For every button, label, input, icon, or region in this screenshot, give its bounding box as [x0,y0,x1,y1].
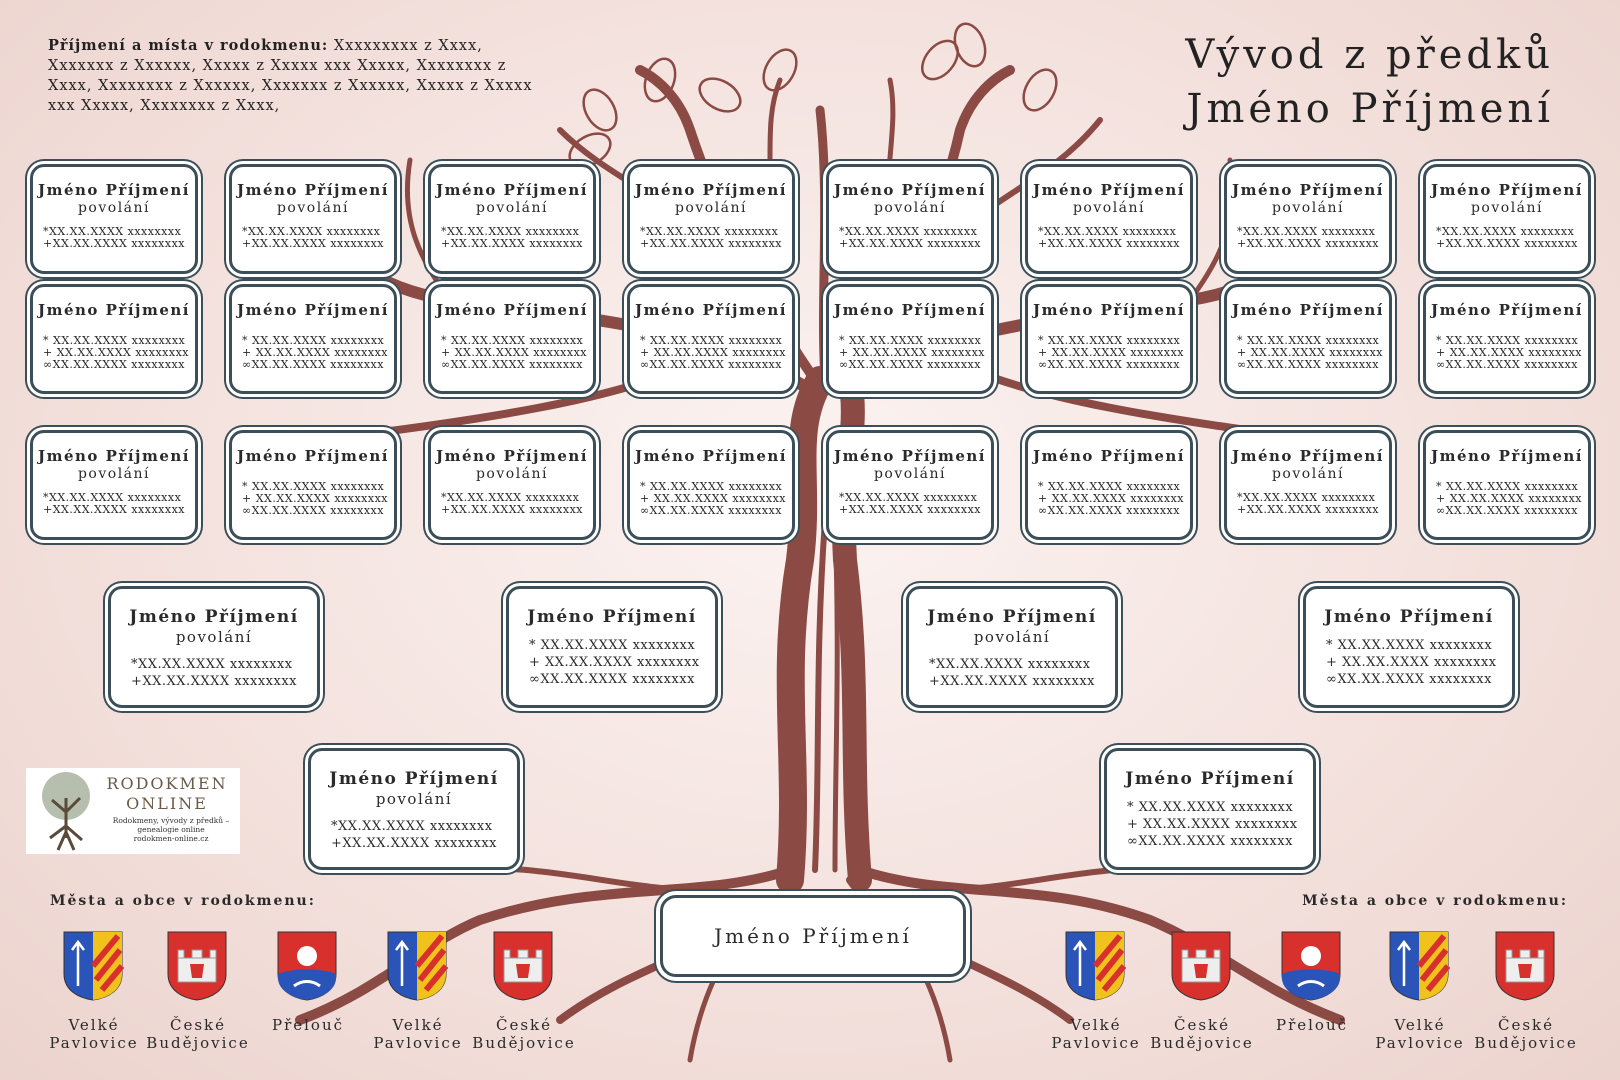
ancestor-card[interactable] [627,164,795,274]
city-name: České Budějovice [1474,1016,1578,1052]
card-death: + XX.XX.XXXX xxxxxxxx [1326,655,1497,670]
card-birth: *XX.XX.XXXX xxxxxxxx [43,491,182,504]
card-birth: *XX.XX.XXXX xxxxxxxx [1237,225,1376,238]
card-death: +XX.XX.XXXX xxxxxxxx [242,237,384,250]
title-line-1: Vývod z předků [1185,32,1554,78]
ancestor-card[interactable] [30,430,198,540]
title-line-2: Jméno Příjmení [1186,86,1554,132]
card-death: + XX.XX.XXXX xxxxxxxx [242,492,388,505]
card-death: +XX.XX.XXXX xxxxxxxx [43,237,185,250]
budejovice-coat-of-arms-icon [1170,930,1232,1002]
logo-title: RODOKMEN ONLINE [106,774,228,813]
logo-url: rodokmen-online.cz [133,834,209,843]
card-name: Jméno Příjmení [129,607,299,627]
card-name: Jméno Příjmení [436,301,588,319]
card-birth: *XX.XX.XXXX xxxxxxxx [131,657,293,672]
card-death: + XX.XX.XXXX xxxxxxxx [1038,492,1184,505]
card-birth: * XX.XX.XXXX xxxxxxxx [242,334,385,347]
ancestor-card[interactable] [826,430,994,540]
card-birth: *XX.XX.XXXX xxxxxxxx [242,225,381,238]
city-name: České Budějovice [472,1016,576,1052]
card-birth: *XX.XX.XXXX xxxxxxxx [1237,491,1376,504]
card-birth: * XX.XX.XXXX xxxxxxxx [1127,800,1294,815]
card-name: Jméno Příjmení [436,181,588,199]
cities-heading-right: Města a obce v rodokmenu: [1302,893,1568,909]
card-birth: * XX.XX.XXXX xxxxxxxx [640,480,783,493]
parent-card[interactable] [308,748,520,870]
card-birth: *XX.XX.XXXX xxxxxxxx [1038,225,1177,238]
card-marriage: ∞XX.XX.XXXX xxxxxxxx [1038,504,1180,517]
card-name: Jméno Příjmení [1324,607,1494,627]
city-name: Přelouč [271,1016,345,1034]
card-death: + XX.XX.XXXX xxxxxxxx [242,346,388,359]
card-name: Jméno Příjmení [1033,301,1185,319]
card-name: Jméno Příjmení [527,607,697,627]
logo-tagline-text: Rodokmeny, vývody z předků – genealogie online [112,816,230,834]
budejovice-coat-of-arms-icon [1494,930,1556,1002]
card-birth: * XX.XX.XXXX xxxxxxxx [441,334,584,347]
ancestor-card[interactable] [428,164,596,274]
card-marriage: ∞XX.XX.XXXX xxxxxxxx [1237,358,1379,371]
card-death: +XX.XX.XXXX xxxxxxxx [1038,237,1180,250]
card-name: Jméno Příjmení [1232,447,1384,465]
card-death: + XX.XX.XXXX xxxxxxxx [839,346,985,359]
card-occupation: povolání [77,200,151,216]
card-death: + XX.XX.XXXX xxxxxxxx [1038,346,1184,359]
card-death: + XX.XX.XXXX xxxxxxxx [1436,492,1582,505]
pavlovice-coat-of-arms-icon [1388,930,1450,1002]
card-death: +XX.XX.XXXX xxxxxxxx [441,503,583,516]
budejovice-coat-of-arms-icon [166,930,228,1002]
cities-heading-left: Města a obce v rodokmenu: [50,893,316,909]
ancestor-card[interactable] [428,284,596,394]
card-occupation: povolání [1271,200,1345,216]
card-marriage: ∞XX.XX.XXXX xxxxxxxx [1436,504,1578,517]
card-birth: *XX.XX.XXXX xxxxxxxx [929,657,1091,672]
card-name: Jméno Příjmení [1232,301,1384,319]
ancestor-card[interactable] [1025,164,1193,274]
card-death: +XX.XX.XXXX xxxxxxxx [839,503,981,516]
card-name: Jméno Příjmení [635,447,787,465]
ancestor-card[interactable] [229,164,397,274]
ancestor-card[interactable] [1423,430,1591,540]
card-name: Jméno Příjmení [635,301,787,319]
city-name: Přelouč [1275,1016,1349,1034]
card-death: +XX.XX.XXXX xxxxxxxx [43,503,185,516]
ancestor-card[interactable] [1224,164,1392,274]
ancestor-card[interactable] [1025,284,1193,394]
card-birth: *XX.XX.XXXX xxxxxxxx [640,225,779,238]
card-death: + XX.XX.XXXX xxxxxxxx [441,346,587,359]
card-name: Jméno Příjmení [237,447,389,465]
ancestor-card[interactable] [826,284,994,394]
pavlovice-coat-of-arms-icon [386,930,448,1002]
card-birth: *XX.XX.XXXX xxxxxxxx [839,491,978,504]
prelouc-coat-of-arms-icon [276,930,338,1002]
card-marriage: ∞XX.XX.XXXX xxxxxxxx [43,358,185,371]
card-death: + XX.XX.XXXX xxxxxxxx [529,655,700,670]
card-name: Jméno Příjmení [1033,447,1185,465]
pavlovice-coat-of-arms-icon [62,930,124,1002]
card-birth: * XX.XX.XXXX xxxxxxxx [1237,334,1380,347]
card-birth: * XX.XX.XXXX xxxxxxxx [640,334,783,347]
card-name: Jméno Příjmení [436,447,588,465]
page-title [1185,28,1554,136]
city-name: České Budějovice [146,1016,250,1052]
ancestor-card[interactable] [1224,430,1392,540]
card-death: + XX.XX.XXXX xxxxxxxx [640,492,786,505]
prelouc-coat-of-arms-icon [1280,930,1342,1002]
logo[interactable] [26,768,240,854]
card-birth: * XX.XX.XXXX xxxxxxxx [839,334,982,347]
card-marriage: ∞XX.XX.XXXX xxxxxxxx [1038,358,1180,371]
card-death: + XX.XX.XXXX xxxxxxxx [1127,817,1298,832]
card-birth: *XX.XX.XXXX xxxxxxxx [441,225,580,238]
parent-card[interactable] [1104,748,1316,870]
card-birth: * XX.XX.XXXX xxxxxxxx [1326,638,1493,653]
card-birth: * XX.XX.XXXX xxxxxxxx [1436,334,1579,347]
card-name: Jméno Příjmení [1431,181,1583,199]
card-death: + XX.XX.XXXX xxxxxxxx [640,346,786,359]
card-name: Jméno Příjmení [927,607,1097,627]
card-name: Jméno Příjmení [38,181,190,199]
card-name: Jméno Příjmení [237,301,389,319]
card-death: +XX.XX.XXXX xxxxxxxx [640,237,782,250]
ancestor-card[interactable] [627,430,795,540]
card-occupation: povolání [175,628,253,646]
ancestor-card[interactable] [1423,284,1591,394]
city-name: Velké Pavlovice [1051,1016,1141,1052]
card-name: Jméno Příjmení [38,301,190,319]
ancestor-card[interactable] [428,430,596,540]
card-birth: *XX.XX.XXXX xxxxxxxx [1436,225,1575,238]
city-name: Velké Pavlovice [49,1016,139,1052]
ancestor-card[interactable] [1025,430,1193,540]
card-occupation: povolání [1072,200,1146,216]
card-death: + XX.XX.XXXX xxxxxxxx [1237,346,1383,359]
card-name: Jméno Příjmení [1232,181,1384,199]
card-marriage: ∞XX.XX.XXXX xxxxxxxx [839,358,981,371]
ancestor-card[interactable] [826,164,994,274]
root-name: Jméno Příjmení [714,924,912,948]
grandparent-card[interactable] [506,586,718,708]
card-name: Jméno Příjmení [1033,181,1185,199]
ancestor-card[interactable] [229,430,397,540]
grandparent-card[interactable] [1303,586,1515,708]
card-name: Jméno Příjmení [329,769,499,789]
card-death: +XX.XX.XXXX xxxxxxxx [441,237,583,250]
card-birth: *XX.XX.XXXX xxxxxxxx [331,819,493,834]
card-birth: *XX.XX.XXXX xxxxxxxx [839,225,978,238]
card-marriage: ∞XX.XX.XXXX xxxxxxxx [1436,358,1578,371]
places-label: Příjmení a místa v rodokmenu: [48,37,329,54]
pavlovice-coat-of-arms-icon [1064,930,1126,1002]
card-death: +XX.XX.XXXX xxxxxxxx [929,674,1095,689]
grandparent-card[interactable] [906,586,1118,708]
ancestor-card[interactable] [1224,284,1392,394]
card-occupation: povolání [77,466,151,482]
city-name: Velké Pavlovice [1375,1016,1465,1052]
places-text: Xxxxxxxxx z Xxxx, Xxxxxxx z Xxxxxx, Xxxxx z Xxxxx xxx Xxxxx, Xxxxxxxx z Xxxx, Xxxxxxxx z Xxxxxx, Xxxxxxx z Xxxxxx, Xxxxx z Xxxxx xxx Xxxxx, Xxxxxxxx z Xxxx, [48,38,533,114]
card-name: Jméno Příjmení [834,181,986,199]
ancestor-card[interactable] [627,284,795,394]
card-marriage: ∞XX.XX.XXXX xxxxxxxx [640,358,782,371]
card-occupation: povolání [873,200,947,216]
card-occupation: povolání [475,200,549,216]
places-header [48,36,548,116]
card-occupation: povolání [674,200,748,216]
card-death: + XX.XX.XXXX xxxxxxxx [1436,346,1582,359]
card-name: Jméno Příjmení [1431,447,1583,465]
card-occupation: povolání [375,790,453,808]
card-name: Jméno Příjmení [237,181,389,199]
ancestor-card[interactable] [229,284,397,394]
card-marriage: ∞XX.XX.XXXX xxxxxxxx [1326,672,1492,687]
card-death: +XX.XX.XXXX xxxxxxxx [331,836,497,851]
ancestor-card[interactable] [1423,164,1591,274]
card-name: Jméno Příjmení [834,301,986,319]
card-marriage: ∞XX.XX.XXXX xxxxxxxx [640,504,782,517]
card-marriage: ∞XX.XX.XXXX xxxxxxxx [242,358,384,371]
card-death: +XX.XX.XXXX xxxxxxxx [839,237,981,250]
ancestor-card[interactable] [30,164,198,274]
card-marriage: ∞XX.XX.XXXX xxxxxxxx [529,672,695,687]
card-marriage: ∞XX.XX.XXXX xxxxxxxx [242,504,384,517]
card-name: Jméno Příjmení [834,447,986,465]
tree-logo-icon [28,768,104,854]
card-occupation: povolání [1470,200,1544,216]
card-birth: *XX.XX.XXXX xxxxxxxx [441,491,580,504]
card-name: Jméno Příjmení [1431,301,1583,319]
card-marriage: ∞XX.XX.XXXX xxxxxxxx [1127,834,1293,849]
card-death: +XX.XX.XXXX xxxxxxxx [131,674,297,689]
card-death: + XX.XX.XXXX xxxxxxxx [43,346,189,359]
city-name: České Budějovice [1150,1016,1254,1052]
card-birth: * XX.XX.XXXX xxxxxxxx [1038,334,1181,347]
ancestor-card[interactable] [30,284,198,394]
card-birth: * XX.XX.XXXX xxxxxxxx [529,638,696,653]
card-occupation: povolání [475,466,549,482]
root-person-card[interactable] [660,895,966,977]
card-marriage: ∞XX.XX.XXXX xxxxxxxx [441,358,583,371]
card-name: Jméno Příjmení [38,447,190,465]
card-death: +XX.XX.XXXX xxxxxxxx [1436,237,1578,250]
budejovice-coat-of-arms-icon [492,930,554,1002]
card-death: +XX.XX.XXXX xxxxxxxx [1237,503,1379,516]
card-birth: *XX.XX.XXXX xxxxxxxx [43,225,182,238]
card-occupation: povolání [1271,466,1345,482]
grandparent-card[interactable] [108,586,320,708]
card-birth: * XX.XX.XXXX xxxxxxxx [43,334,186,347]
card-name: Jméno Příjmení [635,181,787,199]
city-name: Velké Pavlovice [373,1016,463,1052]
card-birth: * XX.XX.XXXX xxxxxxxx [1436,480,1579,493]
logo-tagline [106,816,236,843]
card-birth: * XX.XX.XXXX xxxxxxxx [1038,480,1181,493]
card-occupation: povolání [973,628,1051,646]
card-birth: * XX.XX.XXXX xxxxxxxx [242,480,385,493]
card-occupation: povolání [276,200,350,216]
card-occupation: povolání [873,466,947,482]
card-death: +XX.XX.XXXX xxxxxxxx [1237,237,1379,250]
card-name: Jméno Příjmení [1125,769,1295,789]
